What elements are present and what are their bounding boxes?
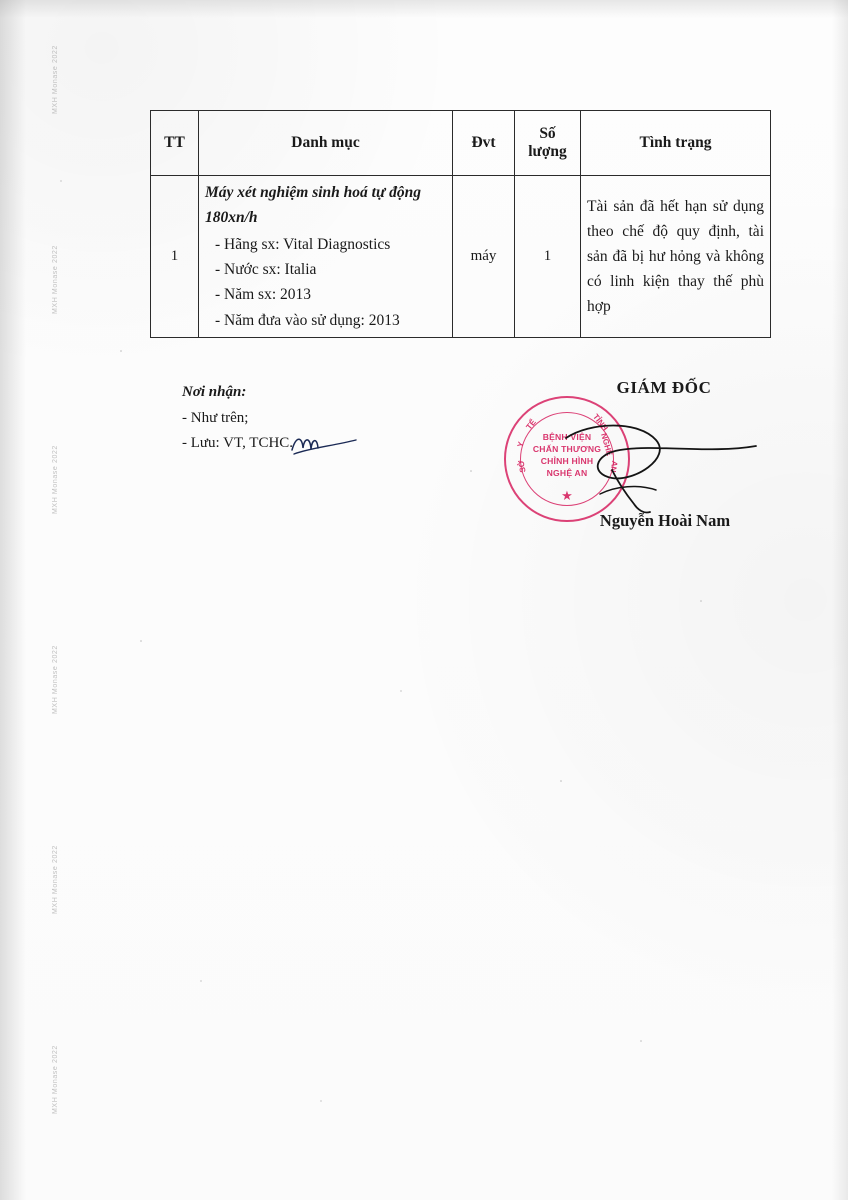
column-header-unit: Đvt [453,111,515,176]
watermark-text: MXH Monase 2022 [52,45,59,114]
item-spec: - Hãng sx: Vital Diagnostics [215,236,391,254]
item-spec: - Năm đưa vào sử dụng: 2013 [215,311,400,329]
page-edge-shadow-top [0,0,848,18]
asset-table [150,110,771,338]
cell-tt: 1 [151,176,199,338]
item-spec: - Nước sx: Italia [215,261,317,279]
page-edge-shadow-left [0,0,26,1200]
stamp-arc-left-text: Y [515,440,526,449]
watermark-text: MXH Monase 2022 [52,845,59,914]
page-edge-shadow-right [832,0,848,1200]
column-header-tt: TT [151,111,199,176]
stamp-center-line: NGHỆ AN [546,467,588,478]
table-row [151,176,771,338]
watermark-text: MXH Monase 2022 [52,445,59,514]
recipients-block [182,380,293,455]
stamp-arc-right-text: AN [608,460,620,473]
cell-unit: máy [453,176,515,338]
cell-quantity: 1 [515,176,581,338]
watermark-text: MXH Monase 2022 [52,645,59,714]
watermark-text: MXH Monase 2022 [52,1045,59,1114]
stamp-arc-left-text: SỞ [516,459,528,474]
stamp-star-icon: ★ [561,488,573,503]
stamp-center-line: CHỈNH HÌNH [540,455,594,466]
stamp-outer-ring [504,396,630,522]
cell-item [199,176,453,338]
cell-status: Tài sản đã hết hạn sử dụng theo chế độ quy định, tài sản đã bị hư hỏng và không có linh kiện thay thế phù hợp [581,176,771,338]
stamp-center-line: CHẤN THƯƠNG [532,443,602,454]
stamp-arc-left-text: TẾ [524,417,538,432]
recipients-title: Nơi nhận: [182,384,247,400]
item-title: Máy xét nghiệm sinh hoá tự động 180xn/h [205,184,421,227]
stamp-arc-right-text: NGHỆ [598,432,614,457]
recipients-line: - Lưu: VT, TCHC. [182,434,294,451]
stamp-arc-right-text: TỈNH [591,412,610,433]
scanner-watermark-strip [52,24,92,1174]
column-header-status: Tình trạng [581,111,771,176]
column-header-item: Danh mục [199,111,453,176]
signature-title: GIÁM ĐỐC [616,378,712,397]
stamp-inner-ring [520,412,614,506]
column-header-quantity: Số lượng [515,111,581,176]
stamp-center-line: BỆNH VIỆN [542,432,592,442]
official-round-stamp [504,396,630,522]
watermark-text: MXH Monase 2022 [52,245,59,314]
recipients-line: - Như trên; [182,409,249,426]
handwritten-initials [290,428,360,462]
item-spec-list [205,232,446,332]
signature-name: Nguyễn Hoài Nam [599,511,731,530]
stamp-center-text [504,432,630,479]
table-header-row [151,111,771,176]
item-spec: - Năm sx: 2013 [215,286,312,304]
